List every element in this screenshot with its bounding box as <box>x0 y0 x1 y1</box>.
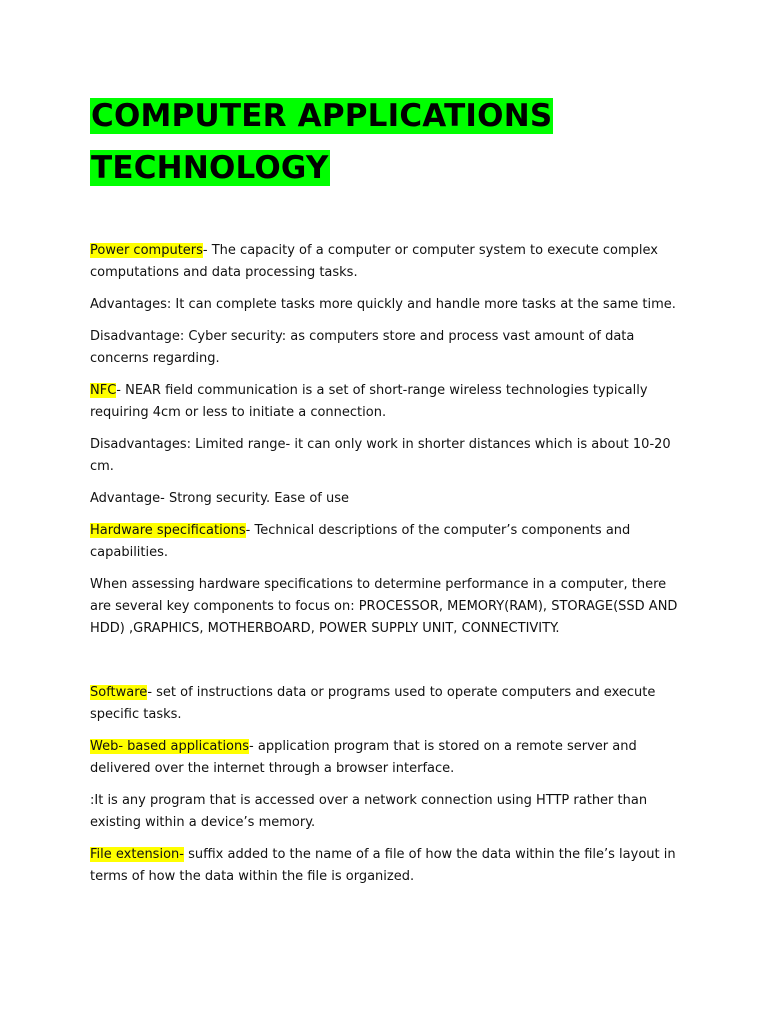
paragraph-text: - NEAR field communication is a set of short-range wireless technologies typically requiring 4cm or less to initiate a connection. <box>90 383 648 420</box>
paragraph-text: - set of instructions data or programs used to operate computers and execute specific tasks. <box>90 685 656 722</box>
document-title <box>90 90 680 194</box>
term-hardware-specifications: Hardware specifications <box>90 523 246 538</box>
paragraph-disadvantage <box>90 326 680 370</box>
paragraph-text: Advantage- Strong security. Ease of use <box>90 491 350 506</box>
paragraph-software <box>90 682 680 726</box>
paragraph-hardware-assessment <box>90 574 680 640</box>
paragraph-hardware-specifications <box>90 520 680 564</box>
term-power-computers: Power computers <box>90 243 203 258</box>
paragraph-nfc-advantage <box>90 488 680 510</box>
paragraph-power-computers <box>90 240 680 284</box>
paragraph-text: - application program that is stored on a remote server and delivered over the internet through a browser interface. <box>90 739 637 776</box>
paragraph-text: Advantages: It can complete tasks more quickly and handle more tasks at the same time. <box>90 297 676 312</box>
paragraph-text: When assessing hardware specifications to determine performance in a computer, there are several key components to focus on: PROCESSOR, MEMORY(RAM), STORAGE(SSD AND HDD) ,GRAPHICS, MOTHERBOARD, POWER SUPPLY UNIT, CONNECTIVITY. <box>90 577 678 636</box>
term-nfc: NFC <box>90 383 117 398</box>
term-web-based-applications: Web- based applications <box>90 739 250 754</box>
paragraph-text: - The capacity of a computer or computer system to execute complex computations and data processing tasks. <box>90 243 658 280</box>
paragraph-file-extension <box>90 844 680 888</box>
paragraph-advantages <box>90 294 680 316</box>
paragraph-spacer <box>90 650 680 682</box>
paragraph-web-http <box>90 790 680 834</box>
document-title-text: COMPUTER APPLICATIONS TECHNOLOGY <box>91 98 553 186</box>
paragraph-text: - Technical descriptions of the computer’s components and capabilities. <box>90 523 631 560</box>
paragraph-text: suffix added to the name of a file of how the data within the file’s layout in terms of how the data within the file is organized. <box>90 847 676 884</box>
paragraph-text: Disadvantages: Limited range- it can only work in shorter distances which is about 10-20 cm. <box>90 437 671 474</box>
document-page <box>90 90 680 898</box>
term-software: Software <box>90 685 148 700</box>
paragraph-nfc-disadvantages <box>90 434 680 478</box>
paragraph-nfc <box>90 380 680 424</box>
paragraph-text: :It is any program that is accessed over a network connection using HTTP rather than existing within a device’s memory. <box>90 793 648 830</box>
paragraph-web-based-applications <box>90 736 680 780</box>
term-file-extension: File extension- <box>90 847 184 862</box>
paragraph-text: Disadvantage: Cyber security: as computers store and process vast amount of data concerns regarding. <box>90 329 635 366</box>
document-body <box>90 240 680 888</box>
